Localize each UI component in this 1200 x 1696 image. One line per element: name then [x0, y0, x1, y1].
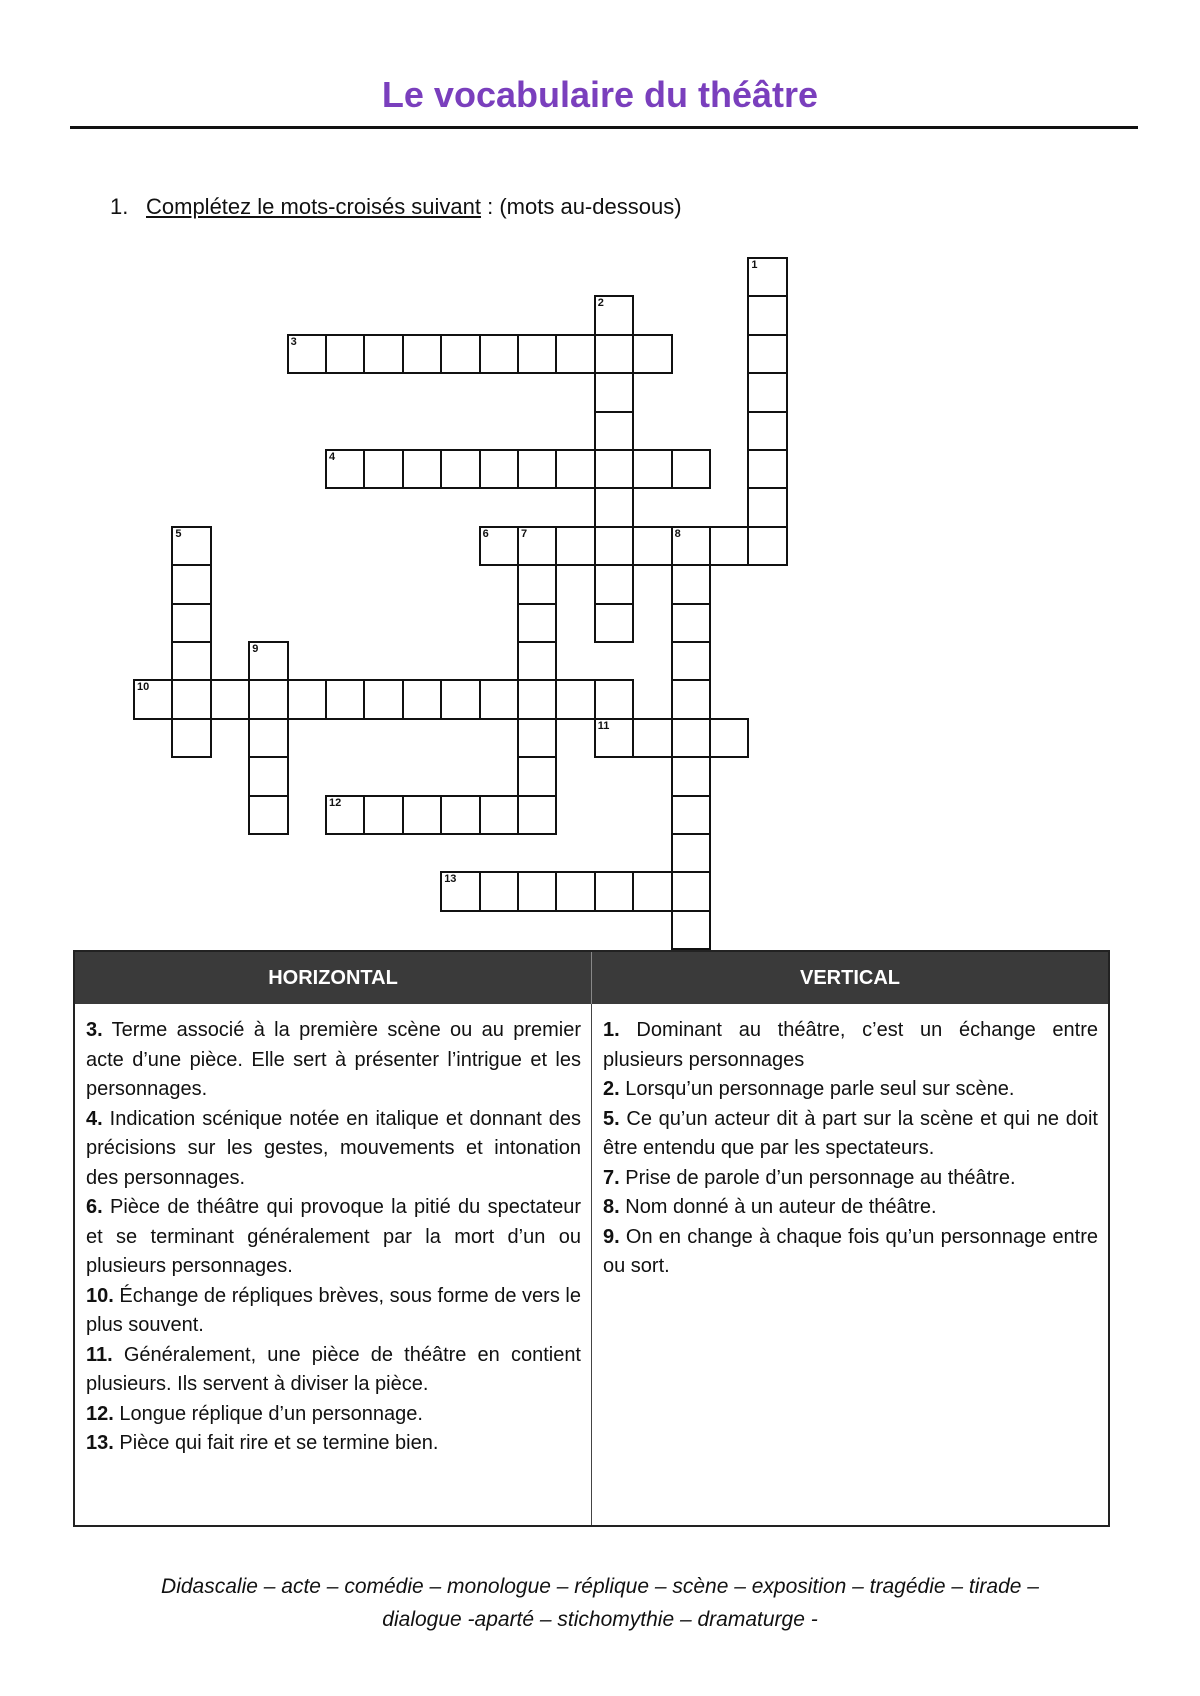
- clue-number: 12.: [86, 1402, 114, 1425]
- horizontal-clue: [86, 1105, 581, 1194]
- crossword-number: 6: [482, 527, 489, 540]
- crossword-cell[interactable]: [210, 679, 250, 719]
- crossword-cell[interactable]: [363, 795, 403, 835]
- crossword-cell[interactable]: [671, 910, 711, 950]
- horizontal-clue: [86, 1429, 581, 1459]
- crossword-cell[interactable]: [325, 334, 365, 374]
- clue-number: 1.: [603, 1019, 620, 1041]
- crossword-cell[interactable]: [594, 718, 634, 758]
- vertical-clue: [603, 1105, 1098, 1164]
- crossword-cell[interactable]: [133, 679, 173, 719]
- crossword-cell[interactable]: [747, 411, 787, 451]
- instruction: [110, 194, 682, 220]
- clue-number: 13.: [86, 1432, 114, 1454]
- horizontal-header: HORIZONTAL: [74, 951, 592, 1004]
- crossword-cell[interactable]: [632, 871, 672, 911]
- clue-text: On en change à chaque fois qu’un personnage entre ou sort.: [603, 1225, 1098, 1277]
- crossword-cell[interactable]: [402, 679, 442, 719]
- crossword-cell[interactable]: [248, 641, 288, 681]
- clue-text: Terme associé à la première scène ou au premier acte d’une pièce. Elle sert à présenter l’intrigue et les personnages.: [86, 1019, 581, 1100]
- clue-number: 4.: [86, 1107, 103, 1130]
- crossword-cell[interactable]: [555, 449, 595, 489]
- crossword-number: 9: [252, 643, 259, 655]
- crossword-cell[interactable]: [479, 871, 519, 911]
- crossword-cell[interactable]: [671, 603, 711, 643]
- crossword-cell[interactable]: [555, 679, 595, 719]
- crossword-number: 4: [329, 451, 336, 463]
- clue-text: Généralement, une pièce de théâtre en contient plusieurs. Ils servent à diviser la pièce.: [86, 1343, 581, 1395]
- vertical-clue: [603, 1164, 1098, 1194]
- clue-text: Échange de répliques brèves, sous forme de vers le plus souvent.: [86, 1284, 581, 1336]
- crossword-cell[interactable]: [248, 756, 288, 796]
- crossword-cell[interactable]: [363, 334, 403, 374]
- crossword-number: 11: [597, 719, 610, 732]
- clue-number: 5.: [603, 1107, 620, 1130]
- crossword-cell[interactable]: [747, 526, 787, 566]
- horizontal-clue: [86, 1341, 581, 1400]
- crossword-cell[interactable]: [517, 334, 557, 374]
- crossword-cell[interactable]: [402, 334, 442, 374]
- page-title: Le vocabulaire du théâtre: [381, 74, 819, 115]
- crossword-cell[interactable]: [594, 334, 634, 374]
- crossword-cell[interactable]: [363, 679, 403, 719]
- crossword-cell[interactable]: [555, 871, 595, 911]
- crossword-cell[interactable]: [171, 603, 211, 643]
- horizontal-clue: [86, 1016, 581, 1105]
- crossword-cell[interactable]: [671, 641, 711, 681]
- crossword-cell[interactable]: [594, 295, 634, 335]
- crossword-cell[interactable]: [671, 795, 711, 835]
- crossword-cell[interactable]: [517, 679, 557, 719]
- crossword-cell[interactable]: [594, 449, 634, 489]
- crossword-cell[interactable]: [709, 718, 749, 758]
- crossword-cell[interactable]: [747, 487, 787, 527]
- word-bank-line-2: dialogue -aparté – stichomythie – dramaturge -: [382, 1608, 818, 1631]
- crossword-cell[interactable]: [517, 641, 557, 681]
- instruction-number: 1.: [110, 194, 129, 219]
- crossword-cell[interactable]: [440, 871, 480, 911]
- crossword-cell[interactable]: [402, 795, 442, 835]
- clue-number: 11.: [86, 1343, 113, 1366]
- crossword-cell[interactable]: [440, 334, 480, 374]
- crossword-cell[interactable]: [325, 449, 365, 489]
- crossword-cell[interactable]: [747, 295, 787, 335]
- clue-text: Pièce de théâtre qui provoque la pitié du spectateur et se terminant généralement par la mort d’un ou plusieurs personnages.: [86, 1196, 581, 1277]
- crossword-cell[interactable]: [594, 564, 634, 604]
- crossword-cell[interactable]: [671, 679, 711, 719]
- crossword-cell[interactable]: [171, 641, 211, 681]
- clues-table: [73, 950, 1110, 1527]
- crossword-cell[interactable]: [671, 756, 711, 796]
- crossword-cell[interactable]: [248, 795, 288, 835]
- vertical-clue: [603, 1075, 1098, 1105]
- clue-text: Prise de parole d’un personnage au théâtre.: [619, 1166, 1016, 1189]
- horizontal-clue: [86, 1282, 581, 1341]
- crossword-cell[interactable]: [671, 833, 711, 873]
- instruction-note: : (mots au-dessous): [481, 194, 682, 219]
- crossword-cell[interactable]: [632, 334, 672, 374]
- crossword-cell[interactable]: [171, 564, 211, 604]
- crossword-cell[interactable]: [632, 718, 672, 758]
- crossword-number: 1: [751, 259, 758, 271]
- crossword-cell[interactable]: [594, 487, 634, 527]
- horizontal-clue: [86, 1400, 581, 1430]
- crossword-cell[interactable]: [363, 449, 403, 489]
- crossword-number: 10: [137, 681, 150, 694]
- crossword-cell[interactable]: [594, 871, 634, 911]
- crossword-number: 2: [597, 297, 604, 310]
- crossword-cell[interactable]: [325, 795, 365, 835]
- crossword-cell[interactable]: [479, 449, 519, 489]
- clue-number: 8.: [603, 1196, 620, 1218]
- crossword-cell[interactable]: [479, 334, 519, 374]
- clue-text: Pièce qui fait rire et se termine bien.: [113, 1432, 439, 1454]
- crossword-cell[interactable]: [517, 603, 557, 643]
- crossword-cell[interactable]: [594, 603, 634, 643]
- clue-text: Lorsqu’un personnage parle seul sur scène.: [619, 1078, 1015, 1100]
- crossword-cell[interactable]: [287, 679, 327, 719]
- crossword-cell[interactable]: [440, 795, 480, 835]
- crossword-cell[interactable]: [747, 372, 787, 412]
- crossword-cell[interactable]: [517, 795, 557, 835]
- crossword-cell[interactable]: [671, 871, 711, 911]
- crossword-cell[interactable]: [632, 449, 672, 489]
- vertical-clue: [603, 1223, 1098, 1282]
- vertical-clues: [592, 1004, 1110, 1526]
- crossword-number: 8: [674, 527, 681, 540]
- crossword-cell[interactable]: [594, 679, 634, 719]
- crossword-cell[interactable]: [479, 679, 519, 719]
- crossword-cell[interactable]: [248, 718, 288, 758]
- clue-text: Ce qu’un acteur dit à part sur la scène et qui ne doit être entendu que par les spectateurs.: [603, 1107, 1098, 1159]
- clue-number: 3.: [86, 1019, 103, 1041]
- clue-text: Indication scénique notée en italique et donnant des précisions sur les gestes, mouvements et intonation des personnages.: [86, 1107, 581, 1189]
- clue-number: 2.: [603, 1078, 620, 1100]
- clue-number: 6.: [86, 1196, 103, 1218]
- crossword-number: 13: [444, 873, 457, 886]
- crossword-cell[interactable]: [517, 756, 557, 796]
- crossword-cell[interactable]: [325, 679, 365, 719]
- vertical-clue: [603, 1016, 1098, 1075]
- crossword-number: 5: [175, 527, 182, 540]
- crossword-cell[interactable]: [479, 795, 519, 835]
- crossword-cell[interactable]: [594, 372, 634, 412]
- crossword-cell[interactable]: [747, 334, 787, 374]
- crossword-cell[interactable]: [440, 449, 480, 489]
- crossword-cell[interactable]: [747, 257, 787, 297]
- crossword-cell[interactable]: [517, 871, 557, 911]
- crossword-cell[interactable]: [632, 526, 672, 566]
- crossword-cell[interactable]: [594, 526, 634, 566]
- horizontal-clues: [74, 1004, 592, 1526]
- crossword-cell[interactable]: [555, 334, 595, 374]
- crossword-cell[interactable]: [671, 526, 711, 566]
- crossword-cell[interactable]: [171, 718, 211, 758]
- crossword-cell[interactable]: [402, 449, 442, 489]
- clue-number: 7.: [603, 1166, 620, 1189]
- crossword-cell[interactable]: [671, 564, 711, 604]
- crossword-cell[interactable]: [171, 679, 211, 719]
- vertical-clue: [603, 1193, 1098, 1223]
- crossword-cell[interactable]: [517, 449, 557, 489]
- crossword-cell[interactable]: [594, 411, 634, 451]
- clue-text: Dominant au théâtre, c’est un échange entre plusieurs personnages: [603, 1019, 1098, 1071]
- horizontal-clue: [86, 1193, 581, 1282]
- crossword-cell[interactable]: [709, 526, 749, 566]
- crossword-cell[interactable]: [479, 526, 519, 566]
- clue-number: 9.: [603, 1225, 620, 1248]
- crossword-cell[interactable]: [747, 449, 787, 489]
- crossword-cell[interactable]: [287, 334, 327, 374]
- crossword-cell[interactable]: [440, 679, 480, 719]
- word-bank-line-1: Didascalie – acte – comédie – monologue – réplique – scène – exposition – tragédie – tirade –: [161, 1575, 1039, 1598]
- crossword-cell[interactable]: [555, 526, 595, 566]
- vertical-header: VERTICAL: [592, 951, 1110, 1004]
- crossword-cell[interactable]: [671, 449, 711, 489]
- crossword-cell[interactable]: [517, 718, 557, 758]
- crossword-cell[interactable]: [171, 526, 211, 566]
- crossword-cell[interactable]: [517, 526, 557, 566]
- clue-number: 10.: [86, 1284, 114, 1307]
- word-bank: [0, 1570, 1200, 1636]
- crossword-cell[interactable]: [248, 679, 288, 719]
- clue-text: Nom donné à un auteur de théâtre.: [619, 1196, 937, 1218]
- crossword-number: 7: [521, 527, 528, 540]
- instruction-text: Complétez le mots-croisés suivant: [146, 194, 482, 219]
- clue-text: Longue réplique d’un personnage.: [113, 1402, 423, 1425]
- crossword-cell[interactable]: [671, 718, 711, 758]
- crossword-number: 12: [329, 796, 342, 809]
- crossword-cell[interactable]: [517, 564, 557, 604]
- title-divider: [70, 126, 1138, 129]
- crossword-number: 3: [290, 335, 297, 348]
